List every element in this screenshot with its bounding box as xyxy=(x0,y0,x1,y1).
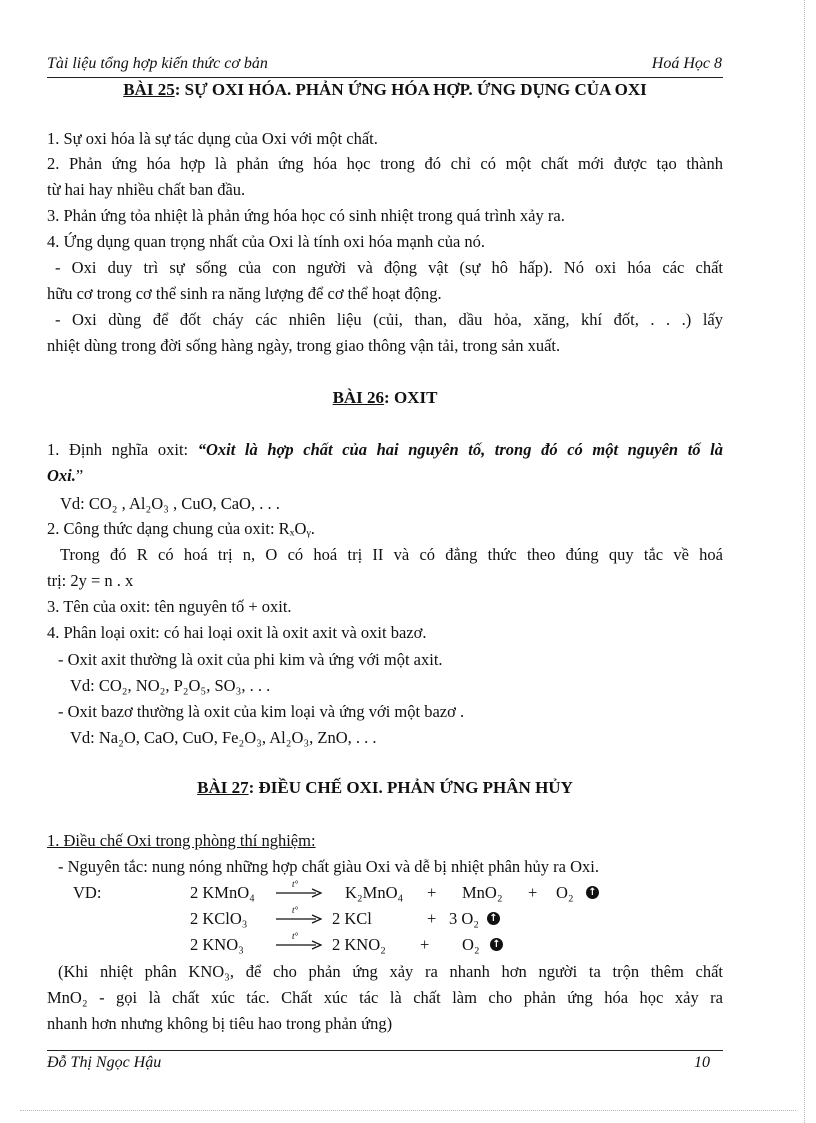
heat-condition: t° xyxy=(292,905,299,915)
s26-vd2: Vd: CO₂, NO₂, P₂O₅, SO₃, . . . xyxy=(70,676,271,695)
gas-arrow-icon: ↑ xyxy=(490,938,503,951)
s25-p2a: 2. Phản ứng hóa hợp là phản ứng hóa học trong đó chỉ có một chất mới được tạo thành xyxy=(47,154,723,173)
s26-vd1: Vd: CO₂ , Al₂O₃ , CuO, CaO, . . . xyxy=(60,494,280,513)
gas-arrow-icon: ↑ xyxy=(487,912,500,925)
s26-definition-a: 1. Định nghĩa oxit: “Oxit là hợp chất của hai nguyên tố, trong đó có một nguyên tố là xyxy=(47,440,723,459)
s27-subtitle: 1. Điều chế Oxi trong phòng thí nghiệm: xyxy=(47,831,316,850)
s26-p2b: trị: 2y = n . x xyxy=(47,571,134,590)
s27-note-c: nhanh hơn nhưng không bị tiêu hao trong phản ứng) xyxy=(47,1014,393,1033)
header-left: Tài liệu tổng hợp kiến thức cơ bản xyxy=(47,55,268,72)
s26-p2a: Trong đó R có hoá trị n, O có hoá trị II và có đẳng thức theo đúng quy tắc về hoá xyxy=(60,545,723,564)
s25-p6a: - Oxi dùng để đốt cháy các nhiên liệu (củi, than, dầu hỏa, xăng, khí đốt, . . .) lấy xyxy=(55,310,723,329)
reactant: 2 KClO₃ xyxy=(190,909,248,928)
footer-rule xyxy=(47,1050,723,1051)
s25-p3: 3. Phản ứng tỏa nhiệt là phản ứng hóa học có sinh nhiệt trong quá trình xảy ra. xyxy=(47,206,565,225)
plus: + xyxy=(427,909,437,928)
footer-author: Đỗ Thị Ngọc Hậu xyxy=(47,1054,162,1071)
s26-p3: 3. Tên của oxit: tên nguyên tố + oxit. xyxy=(47,597,292,616)
product-1: K₂MnO₄ xyxy=(345,883,404,902)
section-25-title: BÀI 25: SỰ OXI HÓA. PHẢN ỨNG HÓA HỢP. ỨNG DỤNG CỦA OXI xyxy=(123,80,647,99)
s25-p6b: nhiệt dùng trong đời sống hàng ngày, trong giao thông vận tải, trong sản xuất. xyxy=(47,336,561,355)
s26-p2: 2. Công thức dạng chung của oxit: RₓOᵧ. xyxy=(47,519,315,538)
section-27-title: BÀI 27: ĐIỀU CHẾ OXI. PHẢN ỨNG PHÂN HỦY xyxy=(197,778,573,797)
reaction-arrow xyxy=(276,931,322,956)
plus: + xyxy=(528,883,538,902)
section-26-title: BÀI 26: OXIT xyxy=(332,388,438,407)
product-3: O₂ xyxy=(556,883,574,902)
s26-p6: - Oxit bazơ thường là oxit của kim loại và ứng với một bazơ . xyxy=(58,702,465,721)
header-right: Hoá Học 8 xyxy=(651,55,722,72)
s25-p1: 1. Sự oxi hóa là sự tác dụng của Oxi với một chất. xyxy=(47,129,378,148)
s25-p4: 4. Ứng dụng quan trọng nhất của Oxi là tính oxi hóa mạnh của nó. xyxy=(47,232,486,251)
product-2: MnO₂ xyxy=(462,883,503,902)
product-1: 2 KNO₂ xyxy=(332,935,386,954)
s26-p5: - Oxit axit thường là oxit của phi kim và ứng với một axit. xyxy=(58,650,443,669)
s26-definition-b: Oxi.” xyxy=(47,466,84,485)
s27-note-a: (Khi nhiệt phân KNO₃, để cho phản ứng xảy ra nhanh hơn người ta trộn thêm chất xyxy=(58,962,723,981)
s26-p4: 4. Phân loại oxit: có hai loại oxit là oxit axit và oxit bazơ. xyxy=(47,623,427,642)
plus: + xyxy=(420,935,430,954)
footer-page-number: 10 xyxy=(694,1054,710,1071)
product-1: 2 KCl xyxy=(332,909,372,928)
page-border-bottom xyxy=(20,1110,796,1111)
heat-condition: t° xyxy=(292,931,299,941)
plus: + xyxy=(427,883,437,902)
s25-p5a: - Oxi duy trì sự sống của con người và động vật (sự hô hấp). Nó oxi hóa các chất xyxy=(55,258,723,277)
reaction-arrow xyxy=(276,879,322,904)
reactant: 2 KNO₃ xyxy=(190,935,244,954)
s26-vd3: Vd: Na₂O, CaO, CuO, Fe₂O₃, Al₂O₃, ZnO, . . . xyxy=(70,728,377,747)
product-2: O₂ xyxy=(462,935,480,954)
header-rule xyxy=(47,77,723,78)
heat-condition: t° xyxy=(292,879,299,889)
reaction-arrow xyxy=(276,905,322,930)
s27-principle: - Nguyên tắc: nung nóng những hợp chất giàu Oxi và dễ bị nhiệt phân hủy ra Oxi. xyxy=(58,857,599,876)
page-border-right xyxy=(804,0,805,1123)
gas-arrow-icon: ↑ xyxy=(586,886,599,899)
reactant: 2 KMnO₄ xyxy=(190,883,255,902)
product-2: 3 O₂ xyxy=(449,909,480,928)
s25-p2b: từ hai hay nhiều chất ban đầu. xyxy=(47,180,246,199)
s25-p5b: hữu cơ trong cơ thể sinh ra năng lượng để cơ thể hoạt động. xyxy=(47,284,442,303)
vd-label: VD: xyxy=(73,883,102,902)
s27-note-b: MnO₂ - gọi là chất xúc tác. Chất xúc tác là chất làm cho phản ứng hóa học xảy ra xyxy=(47,988,723,1007)
